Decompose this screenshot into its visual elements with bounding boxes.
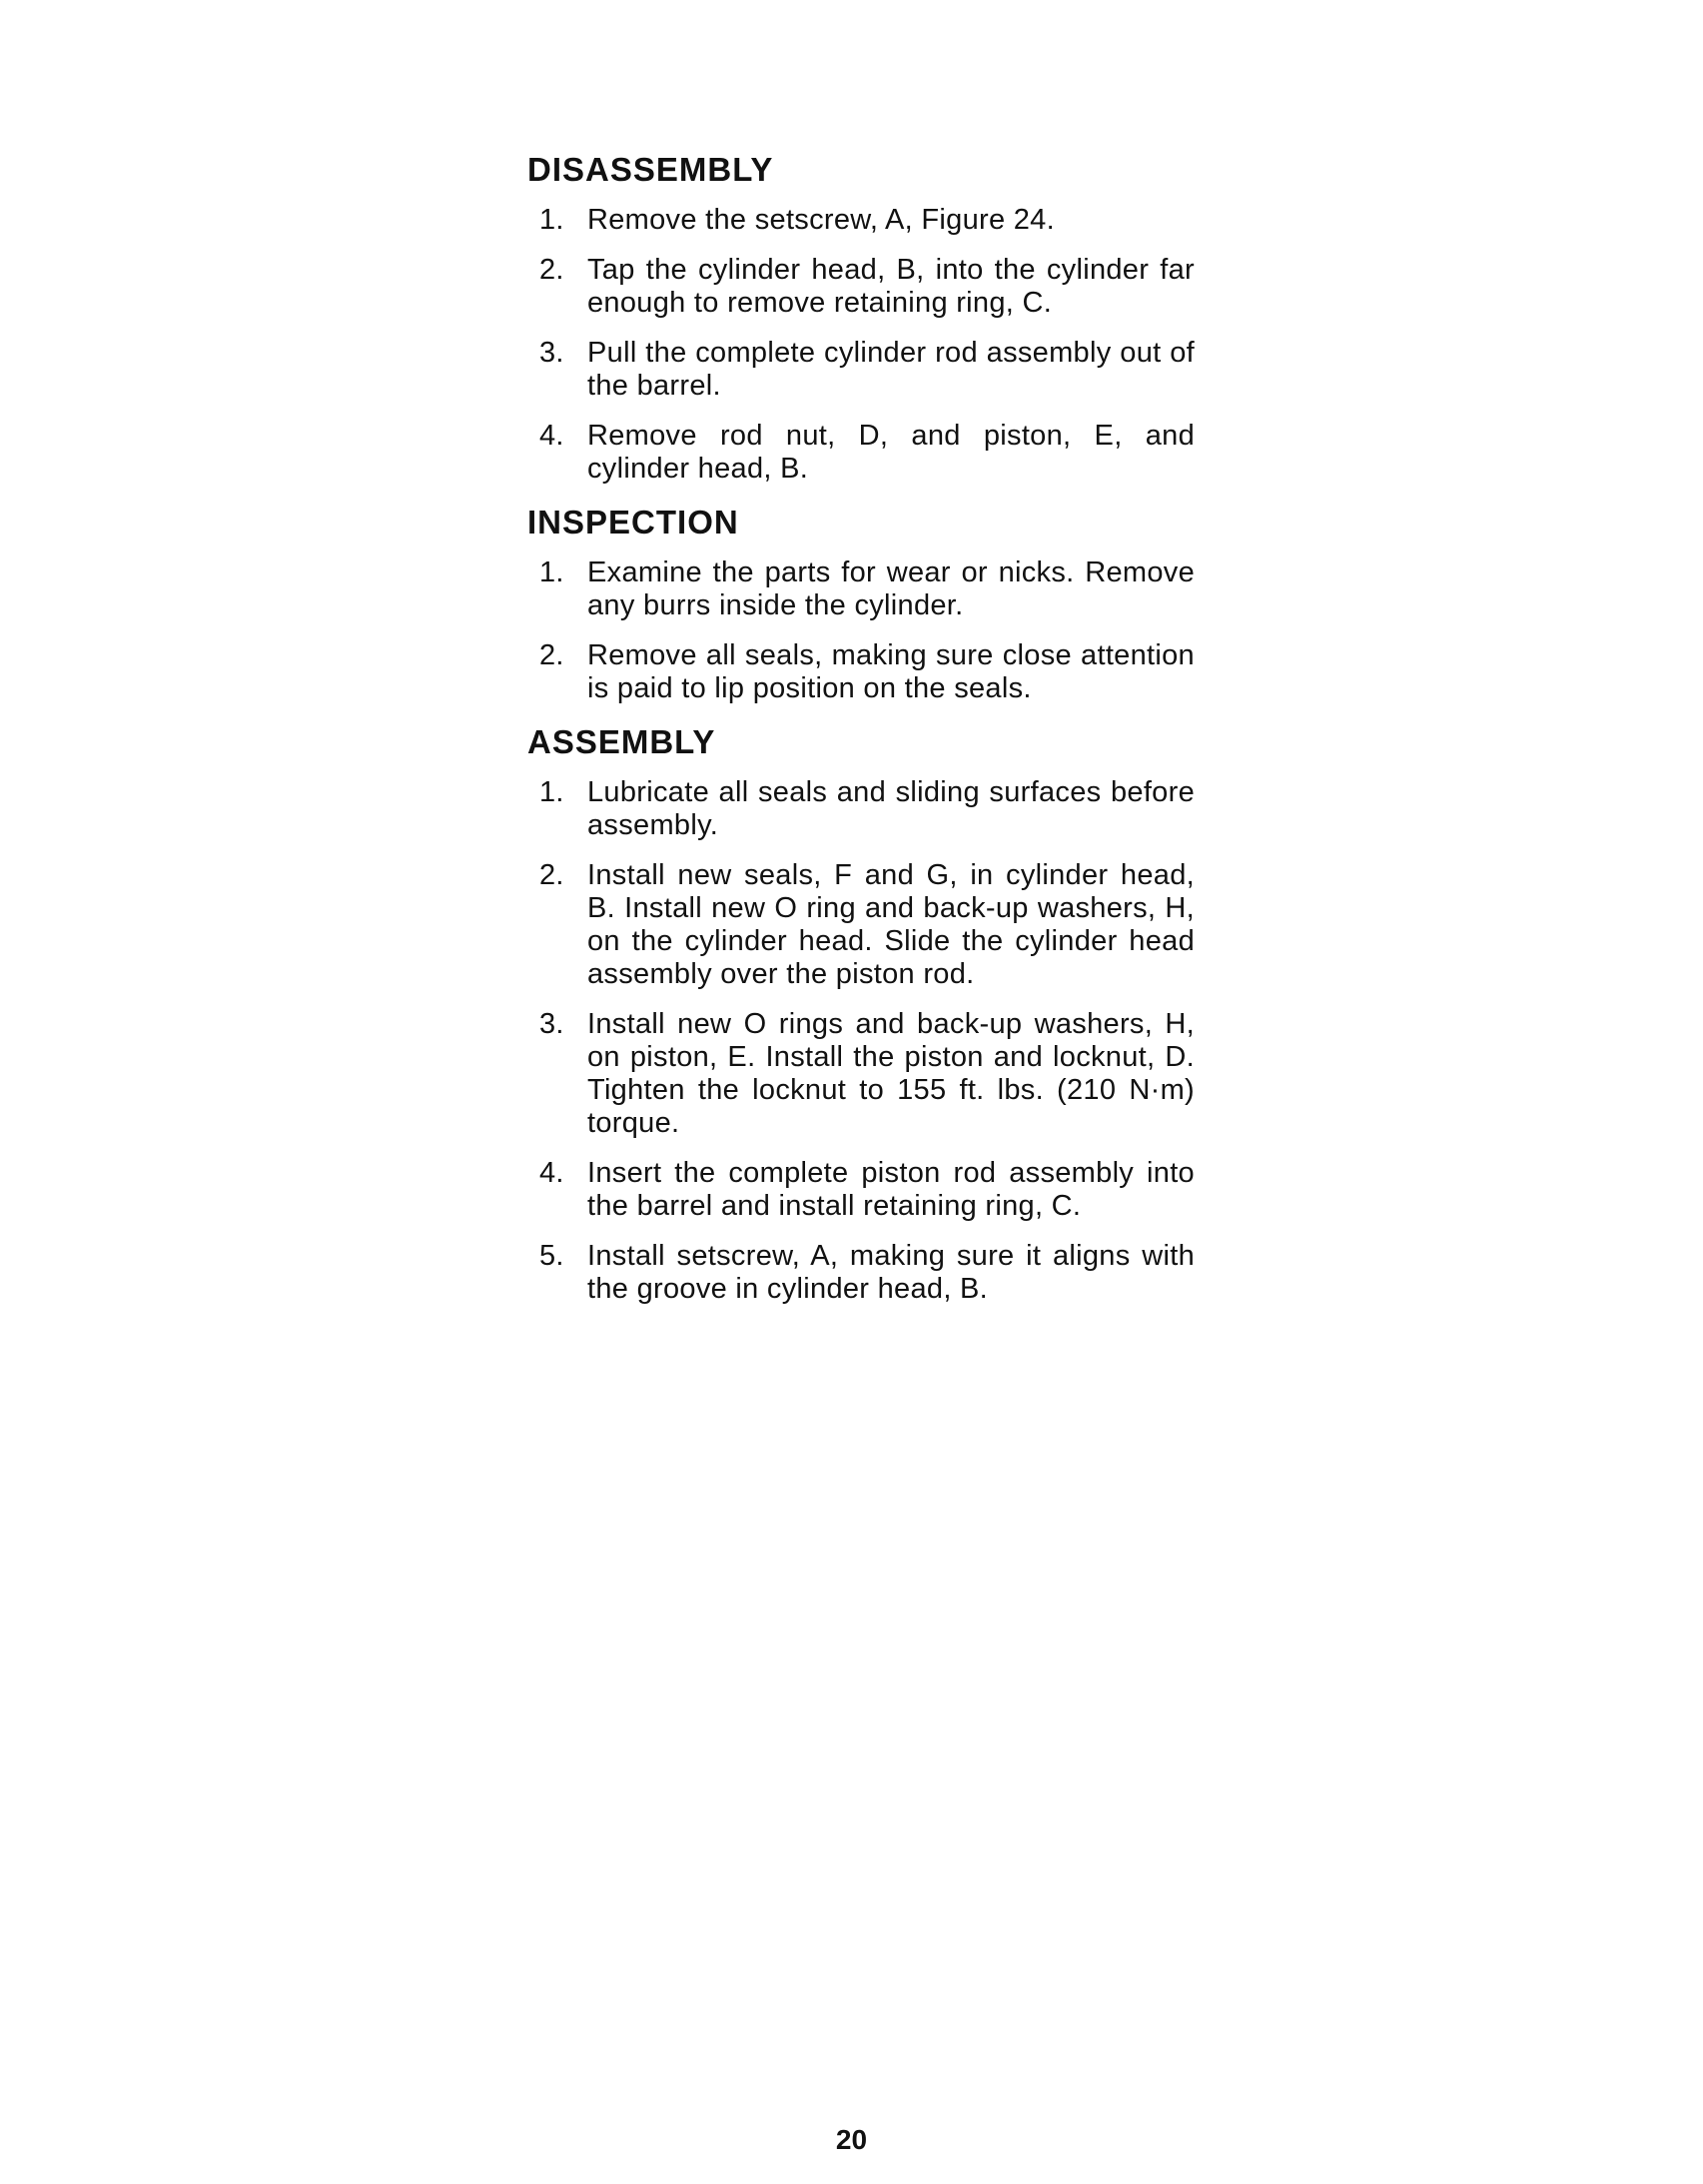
step-text: Pull the complete cylinder rod assembly out of the barrel.: [587, 337, 1195, 402]
step-list: [527, 556, 1195, 705]
step-list: [527, 776, 1195, 1306]
step-text: Insert the complete piston rod assembly into the barrel and install retaining ring, C.: [587, 1157, 1195, 1222]
step-item: [527, 776, 1195, 842]
step-text: Remove rod nut, D, and piston, E, and cylinder head, B.: [587, 420, 1195, 485]
section-heading: DISASSEMBLY: [527, 151, 774, 188]
step-number: 2.: [539, 859, 564, 891]
step-text: Install new O rings and back-up washers, H, on piston, E. Install the piston and locknut, D. Tighten the locknut to 155 ft. lbs. (210 N·m) torque.: [587, 1008, 1195, 1139]
step-number: 2.: [539, 254, 564, 286]
step-text: Install setscrew, A, making sure it aligns with the groove in cylinder head, B.: [587, 1240, 1195, 1305]
step-text: Install new seals, F and G, in cylinder head, B. Install new O ring and back-up washers, H, on the cylinder head. Slide the cylinder head assembly over the piston rod.: [587, 859, 1195, 990]
section-inspection: [527, 503, 1195, 705]
step-list: [527, 204, 1195, 486]
step-text: Remove all seals, making sure close attention is paid to lip position on the seals.: [587, 639, 1195, 704]
step-text: Tap the cylinder head, B, into the cylinder far enough to remove retaining ring, C.: [587, 254, 1195, 319]
step-item: [527, 337, 1195, 403]
step-text: Lubricate all seals and sliding surfaces before assembly.: [587, 776, 1195, 841]
step-number: 5.: [539, 1240, 564, 1272]
section-heading: ASSEMBLY: [527, 723, 716, 760]
step-item: [527, 639, 1195, 705]
step-number: 1.: [539, 776, 564, 808]
step-number: 4.: [539, 420, 564, 452]
step-item: [527, 556, 1195, 622]
step-number: 1.: [539, 204, 564, 236]
section-disassembly: [527, 150, 1195, 486]
step-item: [527, 204, 1195, 237]
step-item: [527, 254, 1195, 320]
step-item: [527, 1008, 1195, 1140]
page-number: 20: [835, 2124, 868, 2155]
step-number: 3.: [539, 337, 564, 369]
step-number: 4.: [539, 1157, 564, 1189]
step-number: 1.: [539, 556, 564, 588]
section-heading: INSPECTION: [527, 504, 739, 541]
step-item: [527, 420, 1195, 486]
step-item: [527, 1240, 1195, 1306]
step-text: Examine the parts for wear or nicks. Remove any burrs inside the cylinder.: [587, 556, 1195, 621]
section-assembly: [527, 722, 1195, 1306]
step-number: 2.: [539, 639, 564, 671]
step-item: [527, 859, 1195, 991]
instructions-column: [527, 150, 1195, 1323]
step-item: [527, 1157, 1195, 1223]
step-number: 3.: [539, 1008, 564, 1040]
step-text: Remove the setscrew, A, Figure 24.: [587, 204, 1055, 236]
